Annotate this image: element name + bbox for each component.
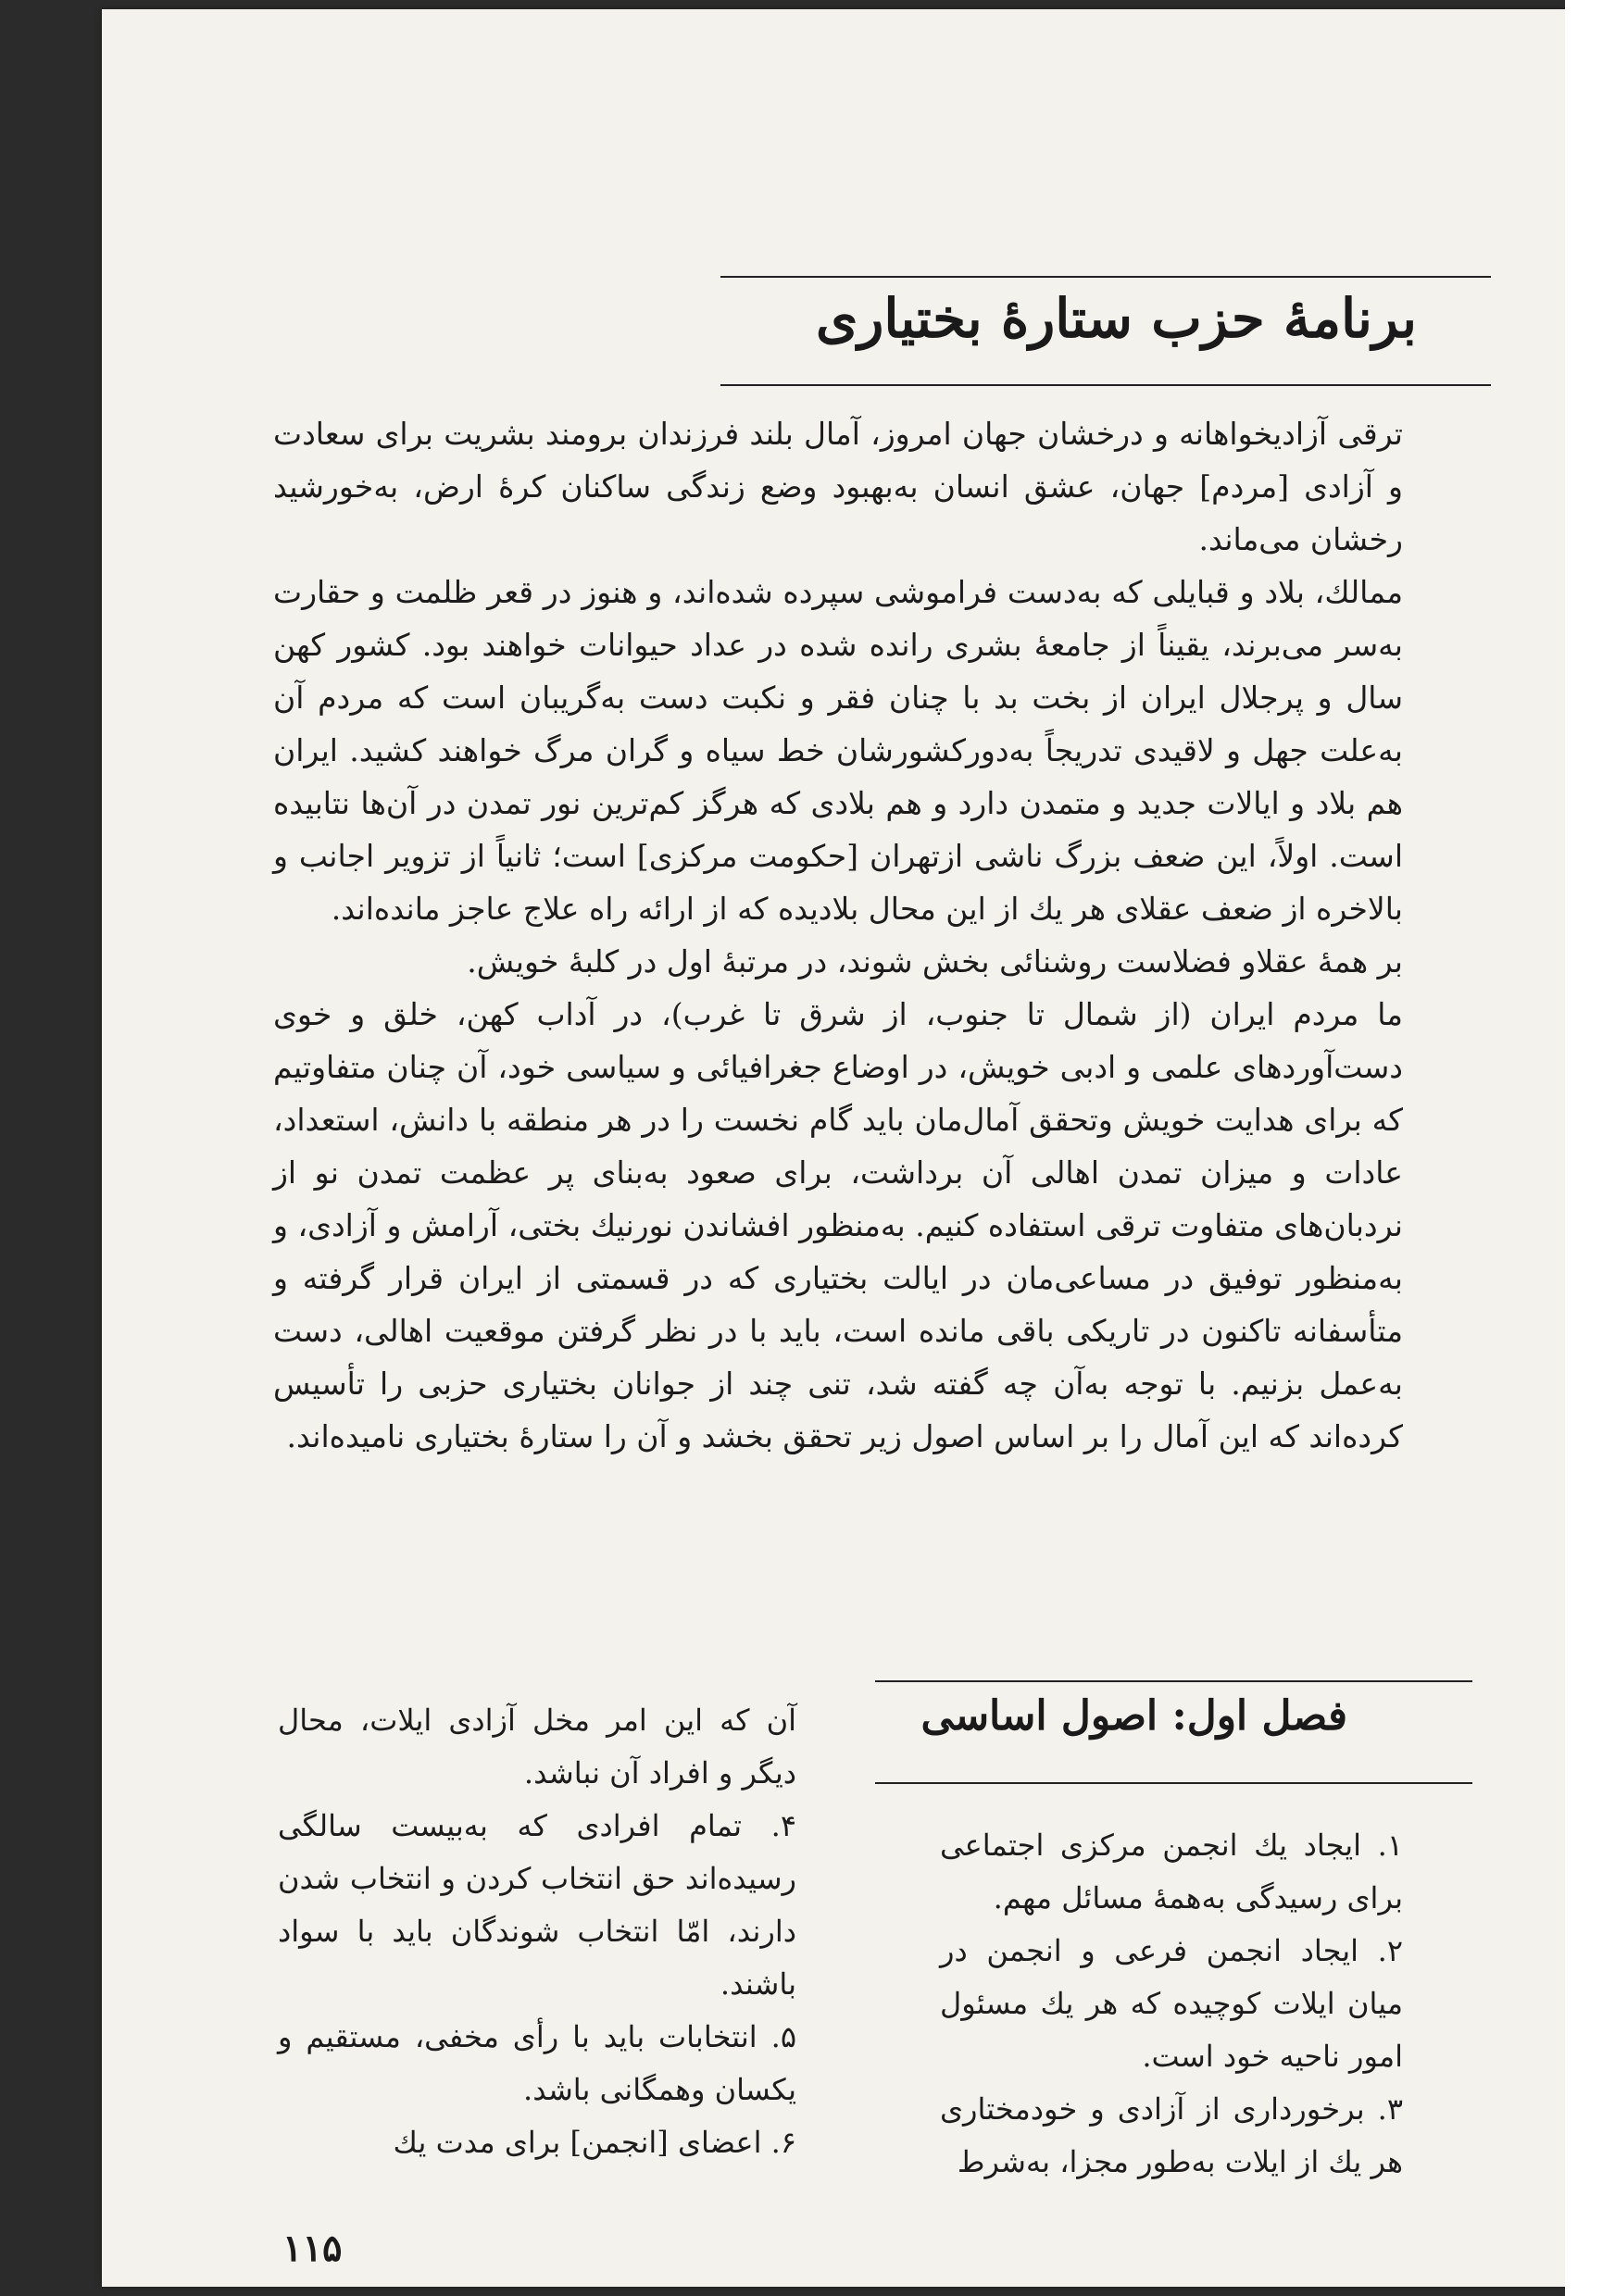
scan-margin [1565,0,1615,2296]
list-item: ۱. ایجاد یك انجمن مرکزی اجتماعی برای رسیدگی به‌همهٔ مسائل مهم. [940,1828,1403,1915]
section-title: فصل اول: اصول اساسی [920,1692,1347,1740]
list-item: ۲. ایجاد انجمن فرعی و انجمن در میان ایلات کوچیده که هر یك مسئول امور ناحیه خود است. [940,1933,1403,2074]
list-item: ۵. انتخابات باید با رأی مخفی، مستقیم و یکسان وهمگانی باشد. [278,2019,796,2107]
title-bottom-rule [720,384,1491,386]
page-number: ۱۱۵ [282,2227,343,2270]
list-item: ۶. اعضای [انجمن] برای مدت یك [393,2125,796,2160]
page-title: برنامهٔ حزب ستارهٔ بختیاری [816,287,1417,350]
paragraph: ترقی آزادیخواهانه و درخشان جهان امروز، آمال بلند فرزندان برومند بشریت برای سعادت و آزادی [مردم] جهان، عشق انسان به‌بهبود وضع زندگی ساکنان کرهٔ ارض، به‌خورشید رخشان می‌ماند. [273,416,1403,557]
document-page [102,9,1565,2287]
list-item: ۴. تمام افرادی که به‌بیست سالگی رسیده‌اند حق انتخاب کردن و انتخاب شدن دارند، امّا انتخاب شوندگان باید با سواد باشند. [278,1808,796,2002]
right-column-text [940,1819,1403,2189]
list-item: ۳. برخورداری از آزادی و خودمختاری هر یك از ایلات به‌طور مجزا، به‌شرط [940,2091,1403,2179]
section-bottom-rule [875,1782,1472,1784]
paragraph: ممالك، بلاد و قبایلی که به‌دست فراموشی سپرده شده‌اند، و هنوز در قعر ظلمت و حقارت به‌سر می‌برند، یقیناً از جامعهٔ بشری رانده شده در عداد حیوانات خواهند بود. کشور کهن سال و پرجلال ایران از بخت بد با چنان فقر و نکبت دست به‌گریبان است که مردم آن به‌علت جهل و لاقیدی تدریجاً به‌دورکشورشان خط سیاه و گران مرگ خواهند کشید. ایران هم بلاد و ایالات جدید و متمدن دارد و هم بلادی که هرگز کم‌ترین نور تمدن در آن‌ها نتابیده است. اولاً، این ضعف بزرگ ناشی ازتهران [حکومت مرکزی] است؛ ثانیاً از تزویر اجانب و بالاخره از ضعف عقلای هر یك از این محال بلادیده که از ارائه راه علاج عاجز مانده‌اند. [273,574,1404,927]
paragraph: ما مردم ایران (از شمال تا جنوب، از شرق تا غرب)، در آداب کهن، خلق و خوی دست‌آوردهای علمی و ادبی خویش، در اوضاع جغرافیائی و سیاسی خود، آن چنان متفاوتیم که برای هدایت خویش وتحقق آمال‌مان باید گام نخست را در هر منطقه با دانش، استعداد، عادات و میزان تمدن اهالی آن برداشت، برای صعود به‌بنای پر عظمت تمدن نو از نردبان‌های متفاوت ترقی استفاده کنیم. به‌منظور افشاندن نورنیك بختی، آرامش و آزادی، و به‌منظور توفیق در مساعی‌مان در ایالت بختیاری که در قسمتی از ایران قرار گرفته و متأسفانه تاکنون در تاریکی باقی مانده است، باید با در نظر گرفتن موقعیت اهالی، دست به‌عمل بزنیم. با توجه به‌آن چه گفته شد، تنی چند از جوانان بختیاری حزبی را تأسیس کرده‌اند که این آمال را بر اساس اصول زیر تحقق بخشد و آن را ستارهٔ بختیاری نامیده‌اند. [273,996,1403,1454]
section-top-rule [875,1680,1472,1682]
title-top-rule [720,276,1491,278]
main-body-text [273,407,1403,1463]
left-column-text [278,1694,796,2169]
paragraph: بر همهٔ عقلاو فضلاست روشنائی بخش شوند، در مرتبهٔ اول در کلبهٔ خویش. [467,943,1403,980]
list-item: آن که این امر مخل آزادی ایلات، محال دیگر و افراد آن نباشد. [278,1703,796,1791]
